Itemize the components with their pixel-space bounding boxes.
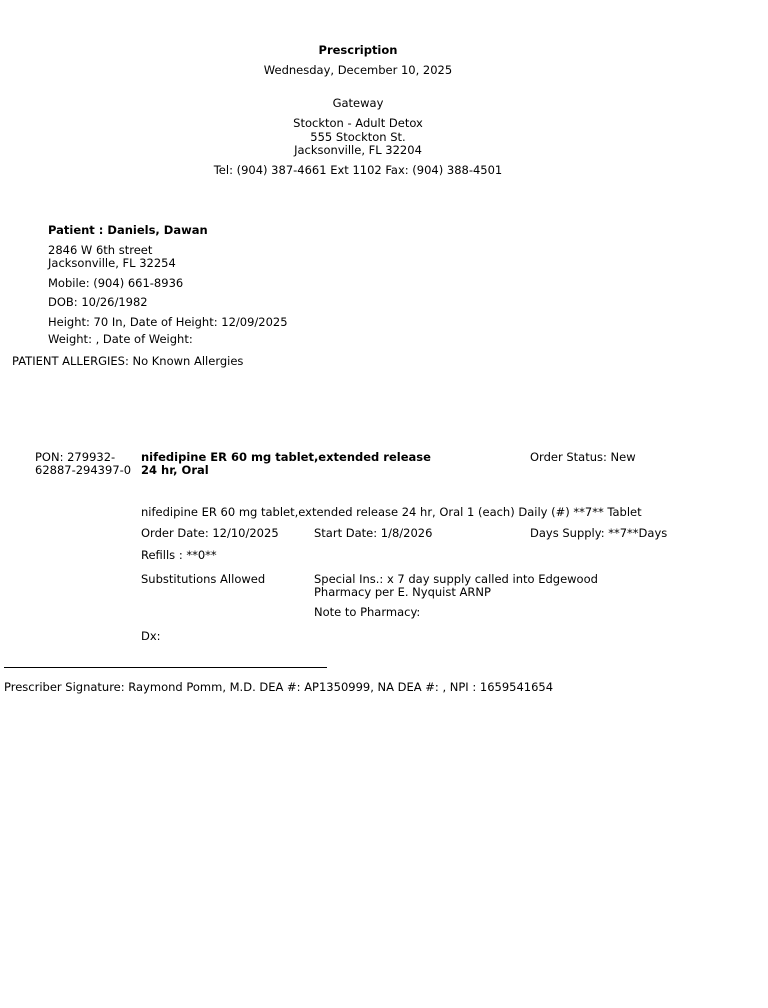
patient-weight: Weight: , Date of Weight: [48, 332, 193, 346]
special-instructions-line-2: Pharmacy per E. Nyquist ARNP [314, 585, 491, 599]
patient-mobile: Mobile: (904) 661-8936 [48, 276, 184, 290]
days-supply: Days Supply: **7**Days [530, 526, 668, 540]
facility-name: Stockton - Adult Detox [293, 116, 423, 130]
patient-dob: DOB: 10/26/1982 [48, 295, 148, 309]
order-date: Order Date: 12/10/2025 [141, 526, 279, 540]
patient-street: 2846 W 6th street [48, 243, 153, 257]
patient-name: Patient : Daniels, Dawan [48, 223, 208, 237]
patient-height: Height: 70 In, Date of Height: 12/09/2025 [48, 315, 288, 329]
patient-city-state-zip: Jacksonville, FL 32254 [48, 256, 176, 270]
facility-org: Gateway [332, 96, 384, 110]
facility-city-state-zip: Jacksonville, FL 32204 [294, 143, 422, 157]
pon-line-2: 62887-294397-0 [35, 463, 132, 477]
refills: Refills : **0** [141, 548, 217, 562]
facility-street: 555 Stockton St. [310, 130, 406, 144]
drug-name-line-1: nifedipine ER 60 mg tablet,extended release [141, 450, 431, 464]
special-instructions-line-1: Special Ins.: x 7 day supply called into Edgewood [314, 572, 598, 586]
sig-line: nifedipine ER 60 mg tablet,extended release 24 hr, Oral 1 (each) Daily (#) **7** Tablet [141, 505, 642, 519]
diagnosis: Dx: [141, 629, 161, 643]
substitutions: Substitutions Allowed [141, 572, 266, 586]
prescriber-signature: Prescriber Signature: Raymond Pomm, M.D. DEA #: AP1350999, NA DEA #: , NPI : 1659541654 [4, 680, 554, 694]
pon-line-1: PON: 279932- [35, 450, 116, 464]
prescription-date: Wednesday, December 10, 2025 [263, 63, 453, 77]
drug-name-line-2: 24 hr, Oral [141, 463, 209, 477]
page-title: Prescription [318, 43, 398, 57]
start-date: Start Date: 1/8/2026 [314, 526, 433, 540]
signature-rule [4, 667, 327, 668]
facility-contact: Tel: (904) 387-4661 Ext 1102 Fax: (904) 388-4501 [213, 163, 503, 177]
patient-allergies: PATIENT ALLERGIES: No Known Allergies [12, 354, 244, 368]
note-to-pharmacy: Note to Pharmacy: [314, 605, 421, 619]
order-status: Order Status: New [530, 450, 636, 464]
